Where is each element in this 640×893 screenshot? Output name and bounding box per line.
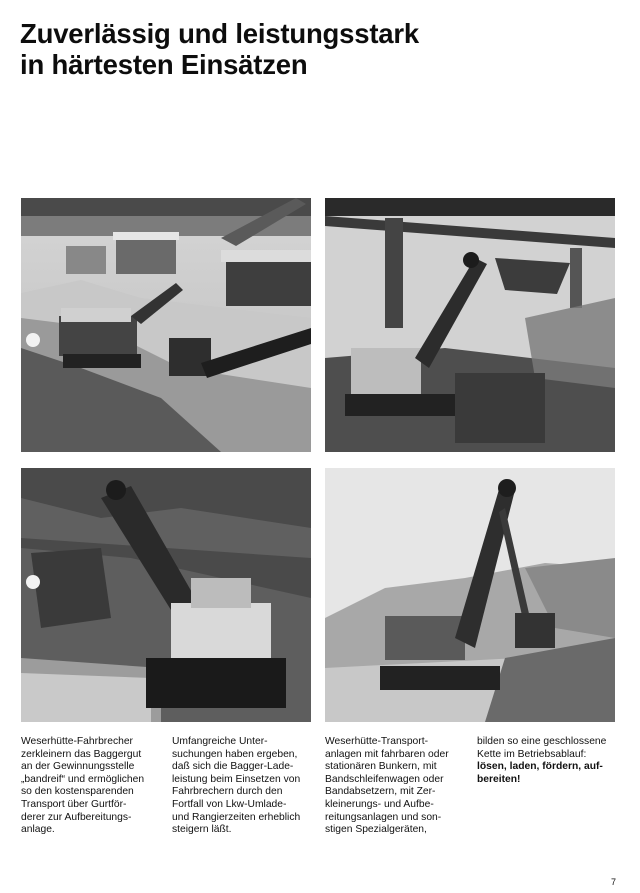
- page-title: [20, 18, 419, 80]
- title-line-2: in härtesten Einsätzen: [20, 49, 308, 80]
- column-4-bold-slogan: lösen, laden, fördern, auf- bereiten!: [477, 761, 603, 785]
- page-number: 7: [611, 877, 617, 887]
- photo-shovel-rock-pile: [325, 468, 615, 722]
- text-column-1: [21, 736, 164, 837]
- photo-excavator-under-gantry: [325, 198, 615, 452]
- text-column-3: [325, 736, 468, 837]
- title-line-1: Zuverlässig und leistungsstark: [20, 18, 419, 49]
- column-4-text: bilden so eine geschlossene Kette im Betriebsablauf:: [477, 736, 607, 760]
- column-1-text: Weserhütte-Fahrbrecher zerkleinern das Baggergut an der Gewinnungsstelle „bandreif“ und ermöglichen so den kostensparenden Transport über Gurtför- derer zur Aufbereitungs- anlage.: [21, 736, 145, 836]
- photo-quarry-crusher-plant: [21, 198, 311, 452]
- text-column-2: [172, 736, 315, 837]
- photo-rope-shovel-quarry: [21, 468, 311, 722]
- column-3-text: Weserhütte-Transport- anlagen mit fahrbaren oder stationären Bunkern, mit Bandschleifenwagen oder Bandabsetzern, mit Zer- kleinerungs- und Aufbe- reitungsanlagen und son- stigen Spezialgeräten,: [325, 736, 449, 836]
- column-2-text: Umfangreiche Unter- suchungen haben ergeben, daß sich die Bagger-Lade- leistung beim Einsetzen von Fahrbrechern durch den Fortfall von Lkw-Umlade- und Rangierzeiten erheblich steigern läßt.: [172, 736, 301, 836]
- text-column-4: [477, 736, 620, 786]
